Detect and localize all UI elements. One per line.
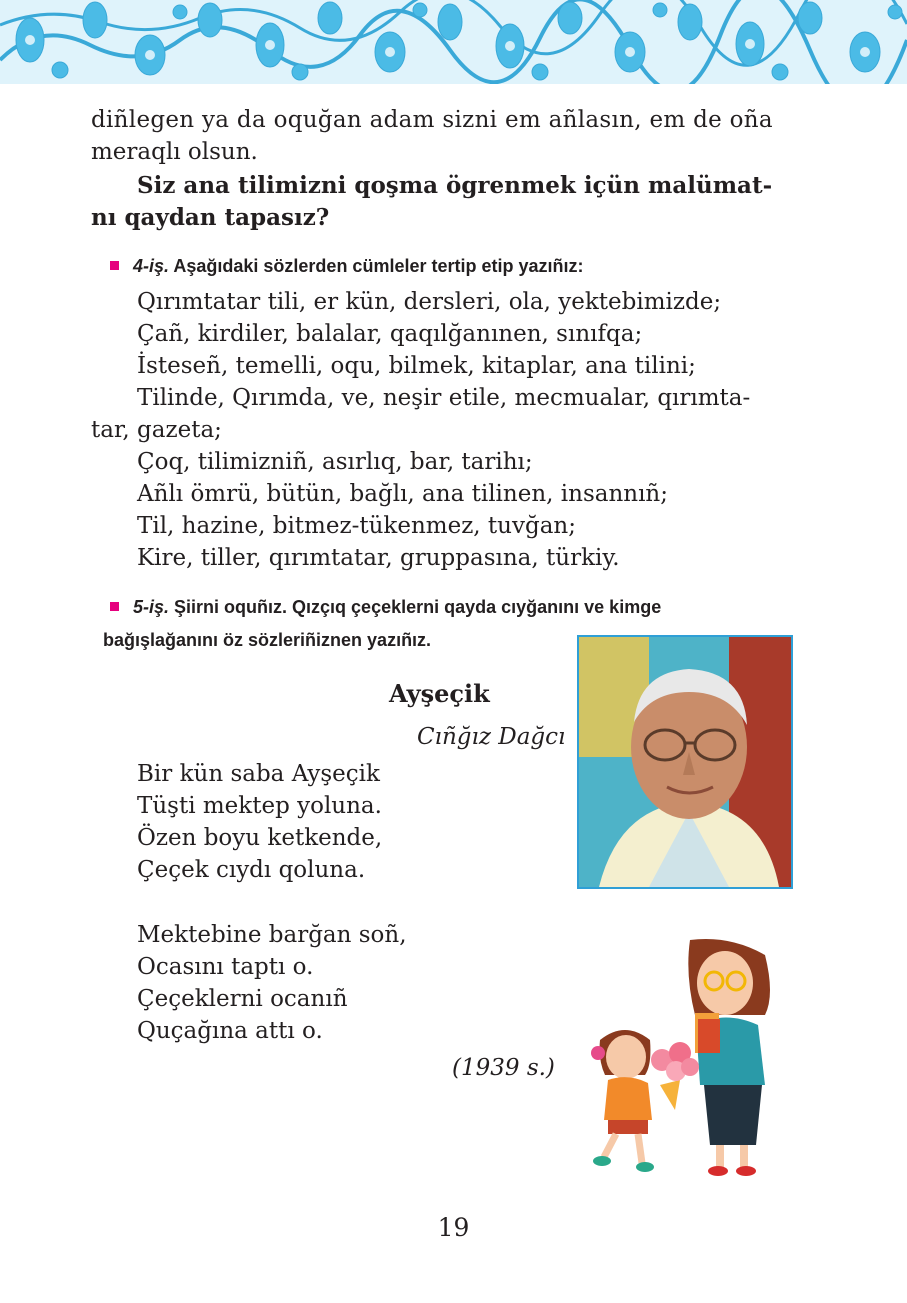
poem-line: Quçağına attı o.	[137, 1018, 323, 1044]
question-line-2: nı qaydan tapasız?	[91, 204, 330, 231]
author-photo	[577, 635, 793, 889]
task-5-instruction-line-2: bağışlağanını öz sözleriñiznen yazıñız.	[103, 630, 432, 650]
square-bullet-icon	[110, 602, 119, 611]
poem-line: Özen boyu ketkende,	[137, 825, 383, 851]
task-5-heading	[110, 595, 661, 619]
poem-title: Ayşeçik	[389, 679, 490, 708]
poem-date: (1939 s.)	[452, 1055, 555, 1081]
sentence-line: Tilinde, Qırımda, ve, neşir etile, mecmualar, qırımta-	[137, 385, 751, 411]
sentence-line: tar, gazeta;	[91, 417, 222, 443]
poem-line: Bir kün saba Ayşeçik	[137, 761, 380, 787]
poem-stanza-1	[137, 758, 382, 886]
decorative-ornament-banner	[0, 0, 907, 84]
poem-line: Çeçeklerni ocanıñ	[137, 986, 348, 1012]
sentence-line: Til, hazine, bitmez-tükenmez, tuvğan;	[137, 513, 576, 539]
poem-author: Cıñğız Dağcı	[417, 724, 566, 750]
poem-line: Mektebine barğan soñ,	[137, 922, 407, 948]
task-4-instruction: Aşağıdaki sözlerden cümleler tertip etip yazıñız:	[173, 256, 584, 276]
sentence-line: İsteseñ, temelli, oqu, bilmek, kitaplar, ana tilini;	[137, 353, 696, 379]
page-number: 19	[437, 1213, 470, 1242]
poem-line: Ocasını taptı o.	[137, 954, 314, 980]
poem-line: Çeçek cıydı qoluna.	[137, 857, 366, 883]
girl-and-teacher-illustration	[590, 935, 790, 1180]
intro-paragraph	[91, 104, 796, 168]
sentence-line: Kire, tiller, qırımtatar, gruppasına, türkiy.	[137, 545, 620, 571]
sentence-line: Çañ, kirdiler, balalar, qaqılğanınen, sınıfqa;	[137, 321, 643, 347]
task-5-number: 5-iş.	[133, 597, 170, 617]
task-5-instruction-line-1: Şiirni oquñız. Qızçıq çeçeklerni qayda cıyğanını ve kimge	[174, 597, 662, 617]
intro-line-2: meraqlı olsun.	[91, 139, 258, 165]
square-bullet-icon	[110, 261, 119, 270]
poem-line: Tüşti mektep yoluna.	[137, 793, 382, 819]
sentence-line: Añlı ömrü, bütün, bağlı, ana tilinen, insannıñ;	[137, 481, 668, 507]
sentence-line: Qırımtatar tili, er kün, dersleri, ola, yektebimizde;	[137, 289, 722, 315]
task-4-number: 4-iş.	[133, 256, 170, 276]
poem-stanza-2	[137, 919, 407, 1047]
task-4-heading	[110, 254, 584, 278]
question-line-1: Siz ana tilimizni qoşma ögrenmek içün malümat-	[137, 172, 773, 199]
sentence-line: Çoq, tilimizniñ, asırlıq, bar, tarihı;	[137, 449, 533, 475]
intro-line-1: diñlegen ya da oquğan adam sizni em añlasın, em de oña	[91, 107, 773, 133]
bold-question	[91, 170, 801, 234]
task-4-sentences	[91, 286, 801, 574]
